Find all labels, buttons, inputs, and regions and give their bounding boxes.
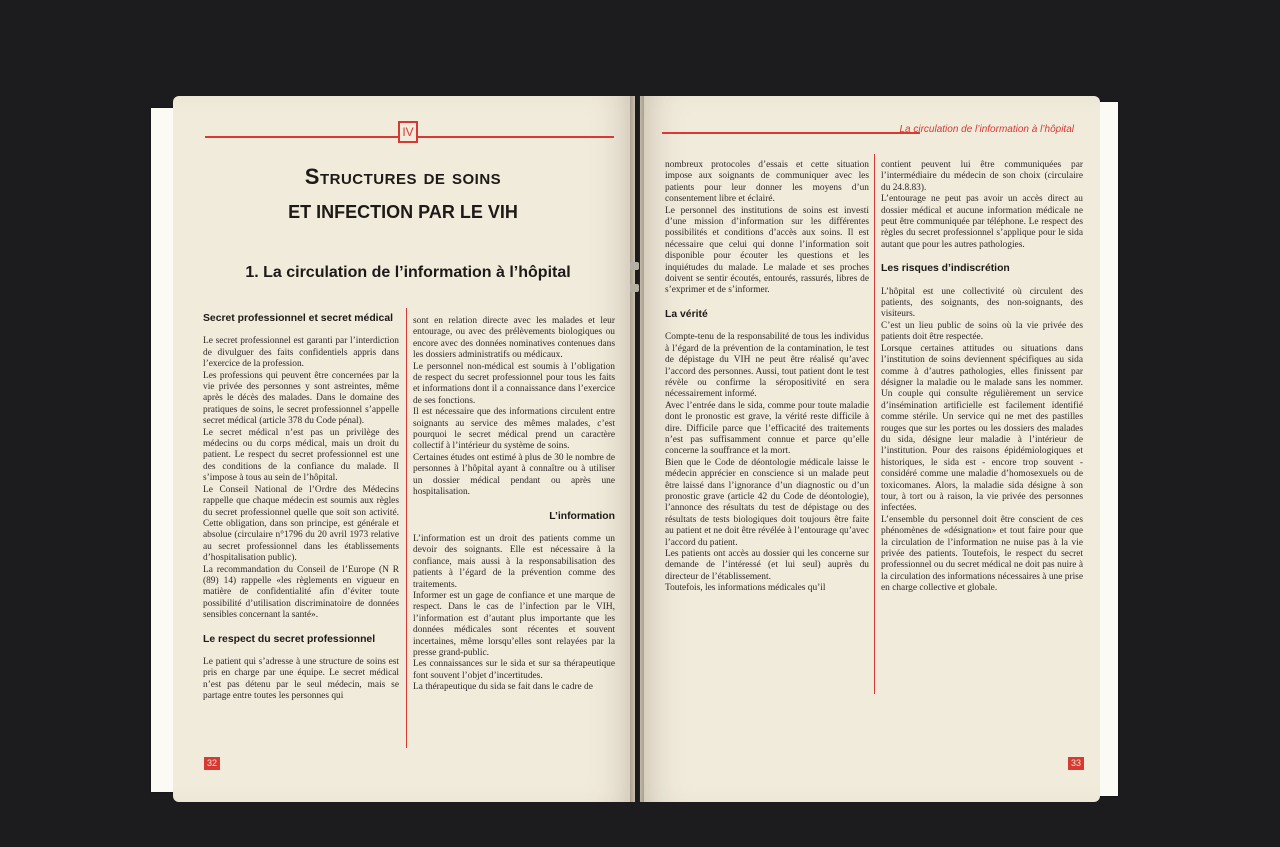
- paragraph: L’ensemble du personnel doit être conscient de ces phénomènes de «désignation» et tout faire pour que la circulation de l’information ne nuise pas à la vie privée des patients. Toutefois, le respect du secret professionnel ou du secret médical ne doit pas nuire à la circulation des informations nécessaires à une prise en charge collective et globale.: [881, 514, 1083, 594]
- paragraph: Le personnel non-médical est soumis à l’obligation de respect du secret professionnel pour tous les faits et informations dont il a connaissance dans l’exercice de ses fonctions.: [413, 361, 615, 406]
- paragraph: L’information est un droit des patients comme un devoir des soignants. Elle est nécessaire à la confiance, mais aussi à la responsabilisation des patients à l’égard de la prévention comme des traitements.: [413, 533, 615, 590]
- paragraph: Compte-tenu de la responsabilité de tous les individus à l’égard de la prévention de la contamination, le test de dépistage du VIH ne peut être réalisé qu’avec l’accord des personnes. Aussi, tout patient dont le test révèle ou confirme la séropositivité en sera nécessairement informé.: [665, 332, 869, 400]
- page-number-right: 33: [1068, 757, 1084, 770]
- paragraph: Certaines études ont estimé à plus de 30 le nombre de personnes à l’hôpital ayant à connaître ou à utiliser un dossier médical pendant ou après une hospitalisation.: [413, 452, 615, 498]
- block-gap: [665, 297, 869, 309]
- staple-bottom: [630, 284, 639, 292]
- header-rule-right: [418, 136, 614, 138]
- header-rule-left: [205, 136, 398, 138]
- chapter-title-line2: [193, 202, 613, 223]
- right-page: [640, 96, 1100, 802]
- chapter-title-line1-text: Structures de soins: [304, 164, 502, 189]
- paragraph: Informer est un gage de confiance et une marque de respect. Dans le cas de l’infection par le VIH, l’information est d’autant plus importante que les données médicales sont récentes et souvent incertaines, même lorsqu’elles sont relayées par la presse grand-public.: [413, 590, 615, 658]
- left-column-2: [413, 316, 615, 694]
- paragraph: Les patients ont accès au dossier qui les concerne sur demande de l’intéressé (et lui seul) auprès du directeur de l’établissement.: [665, 549, 869, 582]
- subheading: Les risques d’indiscrétion: [881, 263, 1010, 275]
- paragraph: Toutefois, les informations médicales qu’il: [665, 583, 826, 594]
- paragraph: Le secret professionnel est garanti par l’interdiction de divulguer des faits confidentiels appris dans l’exercice de la profession.: [203, 336, 399, 370]
- section-title: 1. La circulation de l’information à l’hôpital: [245, 264, 571, 281]
- paragraph: nombreux protocoles d’essais et cette situation impose aux soignants de communiquer avec les patients pour leur donner les moyens d’un consentement libre et éclairé.: [665, 160, 869, 205]
- paragraph: L’entourage ne peut pas avoir un accès direct au dossier médical et aucune information médicale ne peut être communiquée par téléphone. Le respect des règles du secret professionnel s’applique pour le sida autant que pour les autres pathologies.: [881, 194, 1083, 250]
- paragraph: L’hôpital est une collectivité où circulent des patients, des soignants, des non-soignants, des visiteurs.: [881, 286, 1083, 320]
- header-rule-right-page: [662, 132, 920, 134]
- chapter-title-line2-text: ET INFECTION PAR LE VIH: [288, 202, 518, 222]
- paragraph: Bien que le Code de déontologie médicale laisse le médecin apprécier en conscience si un malade peut être laissé dans l’ignorance d’un diagnostic ou d’un pronostic grave (article 42 du Code de déontologie), l’annonce des résultats du test de dépistage ou des résultats de tests biologiques doit toujours être faite au patient et ne doit être révélée à l’entourage qu’avec l’accord du patient.: [665, 457, 869, 548]
- block-gap: [203, 622, 399, 634]
- paragraph: Le secret médical n’est pas un privilège des médecins ou du corps médical, mais un droit du patient. Le respect du secret professionnel est une des conditions de la confiance du malade. Il s’impose à tous au sein de l’hôpital.: [203, 427, 399, 484]
- subheading: La vérité: [665, 308, 708, 320]
- paragraph: contient peuvent lui être communiquées par l’intermédiaire du médecin de son choix (circulaire du 24.8.83).: [881, 160, 1083, 193]
- block-gap: [881, 275, 1083, 287]
- paragraph: Le Conseil National de l’Ordre des Médecins rappelle que chaque médecin est soumis aux règles du secret professionnel quelle que soit son activité. Cette obligation, dans son principe, est générale et absolue (circulaire n°1796 du 20 avril 1973 relative au secret professionnel dans les établissements d’hospitalisation public).: [203, 484, 399, 564]
- right-column-1: [665, 160, 869, 595]
- paragraph: Le personnel des institutions de soins est investi d’une mission d’information sur les différentes possibilités et conditions d’accès aux soins. Il est nécessaire que celui qui donne l’information soit disponible pour écouter les questions et les inquiétudes du malade. Le malade et ses proches doivent se sentir écoutés, entourés, rassurés, libres de s’exprimer et de s’informer.: [665, 205, 869, 296]
- subheading: Secret professionnel et secret médical: [203, 313, 393, 324]
- column-divider-right: [874, 154, 875, 694]
- block-gap: [203, 645, 399, 657]
- block-gap: [881, 251, 1083, 263]
- paragraph: C’est un lieu public de soins où la vie privée des patients doit être respectée.: [881, 320, 1083, 343]
- paragraph: sont en relation directe avec les malades et leur entourage, ou avec des prélèvements biologiques ou encore avec des données nominatives contenues dans les dossiers administratifs ou médicaux.: [413, 316, 615, 361]
- paragraph: Le patient qui s’adresse à une structure de soins est pris en charge par une équipe. Le secret médical n’est pas détenu par le seul médecin, mais se partage entre toutes les personnes qui: [203, 656, 399, 702]
- chapter-title-line1: [193, 164, 613, 190]
- paragraph: Lorsque certaines attitudes ou situations dans l’institution de soins deviennent spécifiques au sida comme à d’autres pathologies, elles finissent par désigner la maladie ou le malade sans les nommer. Un couple qui consulte régulièrement un service d’insémination artificielle est facilement identifié comme stérile. Un service qui ne met des pastilles rouges que sur les portes ou les dossiers des malades du sida, désigne leur maladie à l’intérieur de l’institution. Pour des raisons épidémiologiques et historiques, le sida est - encore trop souvent - considéré comme une maladie d’homosexuels ou de toxicomanes. Alors, la maladie sida désigne à son tour, à tort ou à raison, la vie privée des personnes infectées.: [881, 343, 1083, 514]
- block-gap: [665, 320, 869, 332]
- block-gap: [413, 522, 615, 534]
- page-number-left: 32: [204, 757, 220, 770]
- column-divider-left: [406, 308, 407, 748]
- subheading: Le respect du secret professionnel: [203, 633, 376, 645]
- right-column-2: [881, 160, 1083, 595]
- left-column-1: [203, 313, 399, 703]
- paragraph: Avec l’entrée dans le sida, comme pour toute maladie dont le pronostic est grave, la vérité reste difficile à dire. Difficile parce que l’efficacité des traitements n’est pas suffisamment connue et parce qu’elle concerne la souffrance et la mort.: [665, 400, 869, 457]
- paragraph: La thérapeutique du sida se fait dans le cadre de: [413, 682, 593, 693]
- chapter-numeral: IV: [398, 121, 418, 143]
- paragraph: Il est nécessaire que des informations circulent entre soignants au service des mêmes malades, c’est pourquoi le secret médical prend un caractère collectif à l’intérieur du système de soins.: [413, 407, 615, 452]
- subheading: L’information: [549, 510, 615, 522]
- paragraph: Les connaissances sur le sida et sur sa thérapeutique font souvent l’objet d’incertitudes.: [413, 659, 615, 681]
- paragraph: Les professions qui peuvent être concernées par la vie privée des personnes y sont astreintes, même après le décès des malades. Dans le domaine des pratiques de soins, le secret professionnel s’appelle secret médical (article 378 du Code pénal).: [203, 370, 399, 427]
- left-page: [173, 96, 635, 802]
- book-gutter: [630, 96, 644, 802]
- paragraph: La recommandation du Conseil de l’Europe (N R (89) 14) rappelle «les règlements en vigueur en matière de confidentialité afin d’éviter toute possibilité d’utilisation discriminatoire de données sensibles concernant la santé».: [203, 564, 399, 621]
- block-gap: [413, 499, 615, 511]
- running-head: La circulation de l’information à l’hôpital: [899, 124, 1074, 135]
- staple-top: [630, 262, 639, 270]
- block-gap: [203, 324, 399, 336]
